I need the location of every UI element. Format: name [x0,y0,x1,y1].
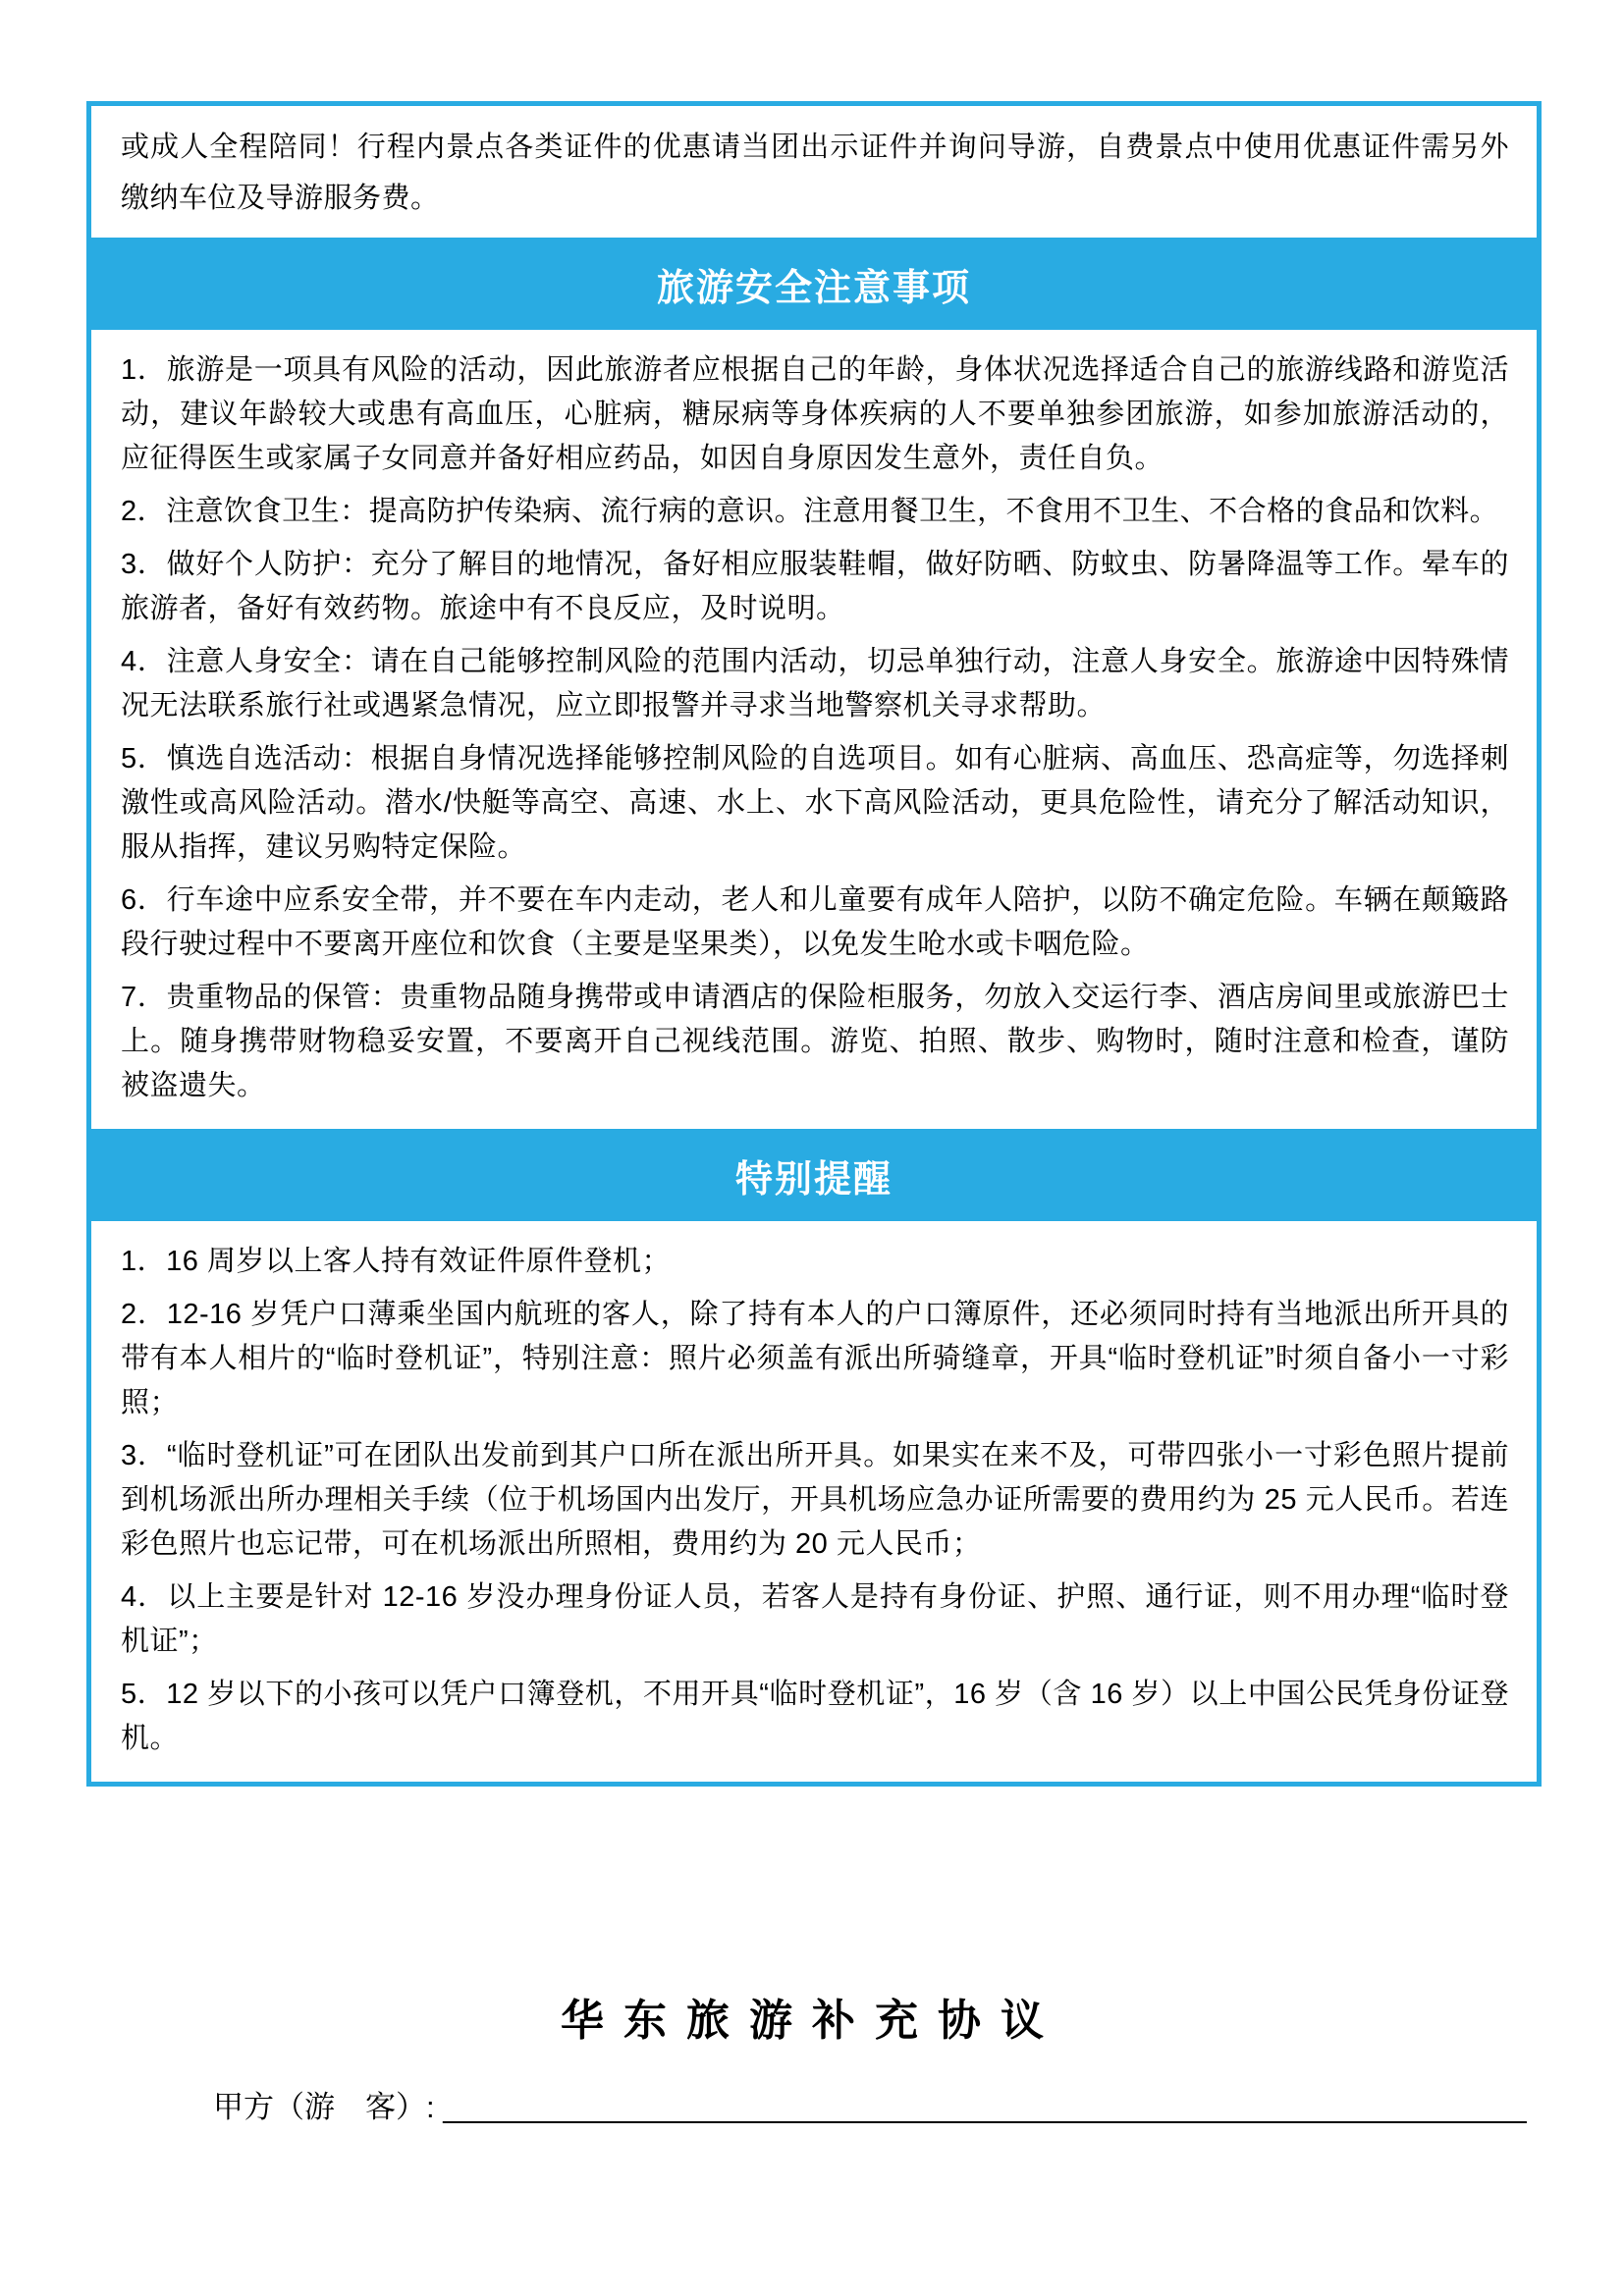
reminder-section-title: 特别提醒 [734,1158,893,1201]
intro-paragraph: 或成人全程陪同！行程内景点各类证件的优惠请当团出示证件并询问导游，自费景点中使用优惠证件需另外缴纳车位及导游服务费。 [121,132,1509,214]
reminder-item-5: 5．12 岁以下的小孩可以凭户口簿登机，不用开具“临时登机证”，16 岁（含 16 岁）以上中国公民凭身份证登机。 [121,1679,1509,1754]
reminder-section-header [91,1129,1537,1221]
safety-item-5: 5．慎选自选活动：根据自身情况选择能够控制风险的自选项目。如有心脏病、高血压、恐高症等，勿选择刺激性或高风险活动。潜水/快艇等高空、高速、水上、水下高风险活动，更具危险性，请充分了解活动知识，服从指挥，建议另购特定保险。 [121,743,1509,863]
safety-item-4: 4．注意人身安全：请在自己能够控制风险的范围内活动，切忌单独行动，注意人身安全。旅游途中因特殊情况无法联系旅行社或遇紧急情况，应立即报警并寻求当地警察机关寻求帮助。 [121,646,1509,721]
safety-item-2: 2．注意饮食卫生：提高防护传染病、流行病的意识。注意用餐卫生，不食用不卫生、不合格的食品和饮料。 [121,496,1499,527]
agreement-title: 华东旅游补充协议 [561,1997,1063,2045]
reminder-item-3: 3．“临时登机证”可在团队出发前到其户口所在派出所开具。如果实在来不及，可带四张小一寸彩色照片提前到机场派出所办理相关手续（位于机场国内出发厅，开具机场应急办证所需要的费用约为 25 元人民币。若连彩色照片也忘记带，可在机场派出所照相，费用约为 20 元人民币； [121,1440,1509,1560]
reminder-section-body [91,1221,1537,1782]
signature-blank-line: ________________________________________________________________ [443,2090,1527,2124]
safety-section-title: 旅游安全注意事项 [656,267,971,309]
safety-item-6: 6．行车途中应系安全带，并不要在车内走动，老人和儿童要有成年人陪护，以防不确定危险。车辆在颠簸路段行驶过程中不要离开座位和饮食（主要是坚果类），以免发生呛水或卡咽危险。 [121,884,1509,960]
safety-item-1: 1．旅游是一项具有风险的活动，因此旅游者应根据自己的年龄，身体状况选择适合自己的旅游线路和游览活动，建议年龄较大或患有高血压，心脏病，糖尿病等身体疾病的人不要单独参团旅游，如参加旅游活动的，应征得医生或家属子女同意并备好相应药品，如因自身原因发生意外，责任自负。 [121,354,1509,474]
safety-item-3: 3．做好个人防护：充分了解目的地情况，备好相应服装鞋帽，做好防晒、防蚊虫、防暑降温等工作。晕车的旅游者，备好有效药物。旅途中有不良反应，及时说明。 [121,549,1509,624]
reminder-item-2: 2．12-16 岁凭户口薄乘坐国内航班的客人，除了持有本人的户口簿原件，还必须同时持有当地派出所开具的带有本人相片的“临时登机证”，特别注意：照片必须盖有派出所骑缝章，开具“临时登机证”时须自备小一寸彩照； [121,1299,1509,1418]
notice-box [86,101,1542,1787]
party-a-label: 甲方（游 客）: [213,2090,444,2124]
safety-section-body [91,330,1537,1129]
safety-section-header [91,238,1537,330]
party-a-line [213,2087,1527,2128]
reminder-item-1: 1．16 周岁以上客人持有效证件原件登机； [121,1246,671,1277]
safety-item-7: 7．贵重物品的保管：贵重物品随身携带或申请酒店的保险柜服务，勿放入交运行李、酒店房间里或旅游巴士上。随身携带财物稳妥安置，不要离开自己视线范围。游览、拍照、散步、购物时，随时注意和检查，谨防被盗遗失。 [121,982,1509,1101]
reminder-item-4: 4．以上主要是针对 12-16 岁没办理身份证人员，若客人是持有身份证、护照、通行证，则不用办理“临时登机证”； [121,1581,1509,1657]
intro-section [91,106,1537,238]
